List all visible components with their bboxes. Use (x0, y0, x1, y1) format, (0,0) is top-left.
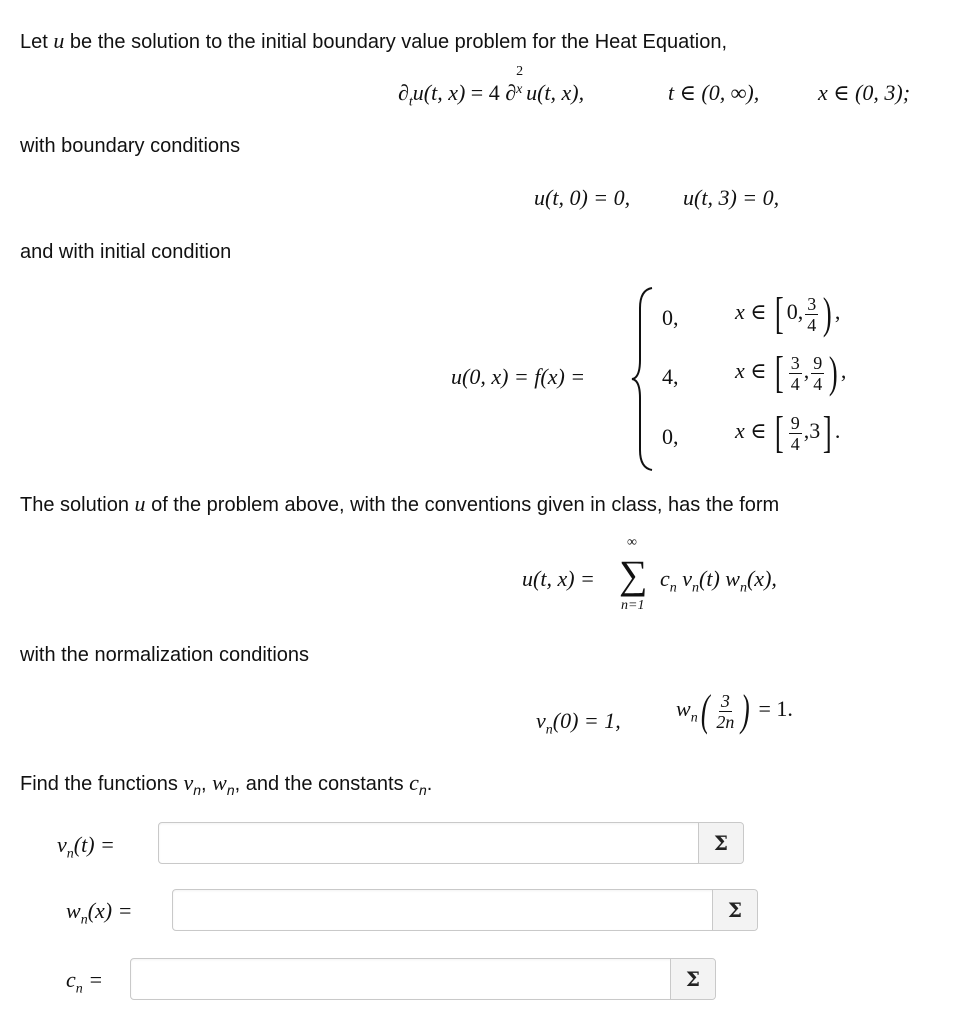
initial-lhs: u(0, x) = f(x) = (451, 364, 586, 389)
answer-v-input[interactable] (159, 823, 699, 863)
series-upper-limit: ∞ (627, 535, 637, 550)
case-2-condition: x ∈ [ $\frac{3}{4}$ , $\frac{9}{4}$ ) , (735, 348, 847, 397)
norm-v: $v_n(0) = 1$, (536, 708, 621, 738)
case-1-condition: x ∈ [ 0, $\frac{3}{4}$ ) , (735, 289, 841, 338)
case-3-value: 0, (662, 424, 679, 449)
answer-v-equation-button[interactable] (698, 823, 743, 863)
heat-equation: $\partial_tu(t$, x) = 4 ∂ 2 x u(t, x), (398, 64, 585, 110)
t-domain: t ∈ (0, ∞), (668, 80, 760, 105)
answer-w-equation-button[interactable] (712, 890, 757, 930)
x-domain: x ∈ (0, 3); (818, 80, 911, 105)
sigma-icon: Σ (727, 898, 743, 922)
answer-v-box (158, 822, 744, 864)
cases-brace (630, 286, 656, 472)
find-text: Find the functions $v_n$, $w_n$, and the constants $c_n$. (20, 770, 433, 798)
case-2-value: 4, (662, 364, 679, 389)
answer-w-input[interactable] (173, 890, 713, 930)
series-lhs: u(t, x) = (522, 566, 595, 591)
norm-w: $w_n$( $\frac{3}{2n}$ ) = 1. (676, 686, 793, 735)
boundary-left: u(t, 0) = 0, (534, 185, 631, 210)
series-term: $c_n$ $v_n(t)$ $w_n(x)$, (660, 566, 777, 596)
case-3-condition: x ∈ [ $\frac{9}{4}$ ,3] . (735, 408, 841, 457)
answer-c-label: $c_n$ = (66, 967, 104, 997)
series-lower-limit: n=1 (621, 598, 645, 613)
solution-text: The solution u of the problem above, with the conventions given in class, has the form (20, 491, 780, 516)
boundary-right: u(t, 3) = 0, (683, 185, 780, 210)
intro-text: Let u be the solution to the initial boundary value problem for the Heat Equation, (20, 28, 728, 53)
sigma-icon: Σ (685, 967, 701, 991)
sigma-icon: Σ (713, 831, 729, 855)
answer-c-equation-button[interactable] (670, 959, 715, 999)
answer-w-label: $w_n(x)$ = (66, 898, 133, 928)
answer-v-label: $v_n(t)$ = (57, 832, 115, 862)
answer-c-input[interactable] (131, 959, 671, 999)
sigma-symbol: ∑ (619, 552, 648, 597)
answer-c-box (130, 958, 716, 1000)
normalization-label: with the normalization conditions (20, 644, 310, 666)
boundary-label: with boundary conditions (20, 135, 241, 157)
initial-label: and with initial condition (20, 241, 232, 263)
case-1-value: 0, (662, 305, 679, 330)
answer-w-box (172, 889, 758, 931)
